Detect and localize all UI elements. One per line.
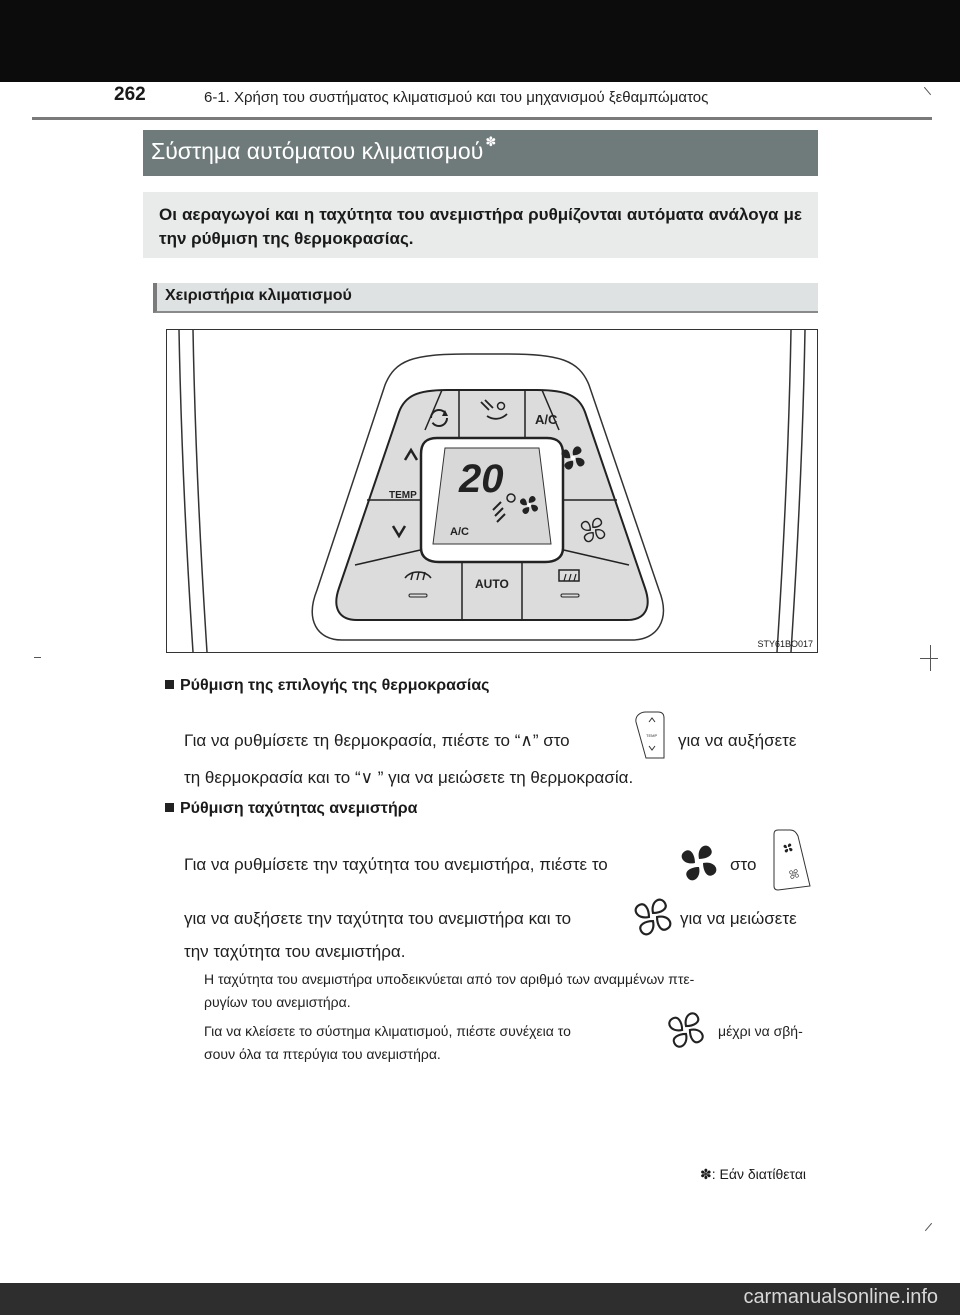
intro-text: Οι αεραγωγοί και η ταχύτητα του ανεμιστήρα ρυθμίζονται αυτόματα ανάλογα με την ρύθμιση της θερμοκρασίας. xyxy=(159,205,802,248)
fan-note1-line1: Η ταχύτητα του ανεμιστήρα υποδεικνύεται από τον αριθμό των αναμμένων πτε- xyxy=(204,971,695,987)
display-temperature: 20 xyxy=(459,457,504,501)
fan-speed-heading: Ρύθμιση ταχύτητας ανεμιστήρα xyxy=(165,800,417,818)
footnote-mark: ✽ xyxy=(700,1166,712,1182)
top-black-bar xyxy=(0,0,960,82)
temp-text-line1b: για να αυξήσετε xyxy=(678,731,797,750)
section-title-band xyxy=(143,130,818,176)
fan-text-line1a: Για να ρυθμίσετε την ταχύτητα του ανεμιστήρα, πιέστε το xyxy=(184,855,608,874)
ac-button[interactable]: A/C xyxy=(535,412,558,427)
temp-text-line1a: Για να ρυθμίσετε τη θερμοκρασία, πιέστε το “∧” στο xyxy=(184,731,570,750)
bullet-square xyxy=(165,803,174,812)
header-rule xyxy=(32,117,932,120)
footnote-text: : Εάν διατίθεται xyxy=(711,1166,807,1182)
asterisk-mark: ✽ xyxy=(485,134,497,149)
fan-up-inline-icon xyxy=(676,840,722,886)
section-header: 6-1. Χρήση του συστήματος κλιματισμού και του μηχανισμού ξεθαμπώματος xyxy=(204,89,709,106)
fan-down-inline-icon-small xyxy=(664,1008,708,1052)
control-panel-figure xyxy=(166,329,818,653)
fan-note2-line1b: μέχρι να σβή- xyxy=(718,1023,803,1039)
footnote xyxy=(700,1166,806,1183)
bullet-square xyxy=(165,680,174,689)
display-ac: A/C xyxy=(450,526,469,538)
temp-button-inline-icon xyxy=(632,710,668,760)
section-title: Σύστημα αυτόματου κλιματισμού ✽ xyxy=(151,134,497,164)
control-panel-illustration xyxy=(167,330,817,652)
fan-note1-line2: ρυγίων του ανεμιστήρα. xyxy=(204,994,351,1010)
figure-code: STY61BO017 xyxy=(757,639,813,649)
auto-button[interactable]: AUTO xyxy=(475,577,509,591)
crop-mark xyxy=(34,657,41,658)
subheading: Χειριστήρια κλιματισμού xyxy=(165,287,352,304)
svg-text:TEMP: TEMP xyxy=(646,733,658,738)
crop-mark xyxy=(920,658,938,659)
fan-text-line1b: στο xyxy=(730,855,757,874)
fan-text-line2b: για να μειώσετε xyxy=(680,909,797,928)
temp-label: TEMP xyxy=(389,490,417,501)
page-number: 262 xyxy=(114,84,146,105)
temp-text-line2: τη θερμοκρασία και το “∨ ” για να μειώσετε τη θερμοκρασία. xyxy=(184,768,634,787)
subheading-band xyxy=(153,283,818,313)
fan-down-inline-icon xyxy=(630,894,676,940)
fan-text-line3: την ταχύτητα του ανεμιστήρα. xyxy=(184,942,406,961)
fan-note2-line1a: Για να κλείσετε το σύστημα κλιματισμού, πιέστε συνέχεια το xyxy=(204,1023,571,1039)
watermark-bar xyxy=(0,1283,960,1315)
fan-text-line2a: για να αυξήσετε την ταχύτητα του ανεμιστήρα και το xyxy=(184,909,572,928)
fan-button-inline-icon xyxy=(770,828,812,892)
temperature-heading: Ρύθμιση της επιλογής της θερμοκρασίας xyxy=(165,677,490,695)
watermark-text[interactable]: carmanualsonline.info xyxy=(743,1286,938,1308)
fan-note2-line2: σουν όλα τα πτερύγια του ανεμιστήρα. xyxy=(204,1046,441,1062)
crop-mark xyxy=(925,1223,932,1231)
crop-mark xyxy=(924,87,931,95)
intro-box xyxy=(143,192,818,258)
